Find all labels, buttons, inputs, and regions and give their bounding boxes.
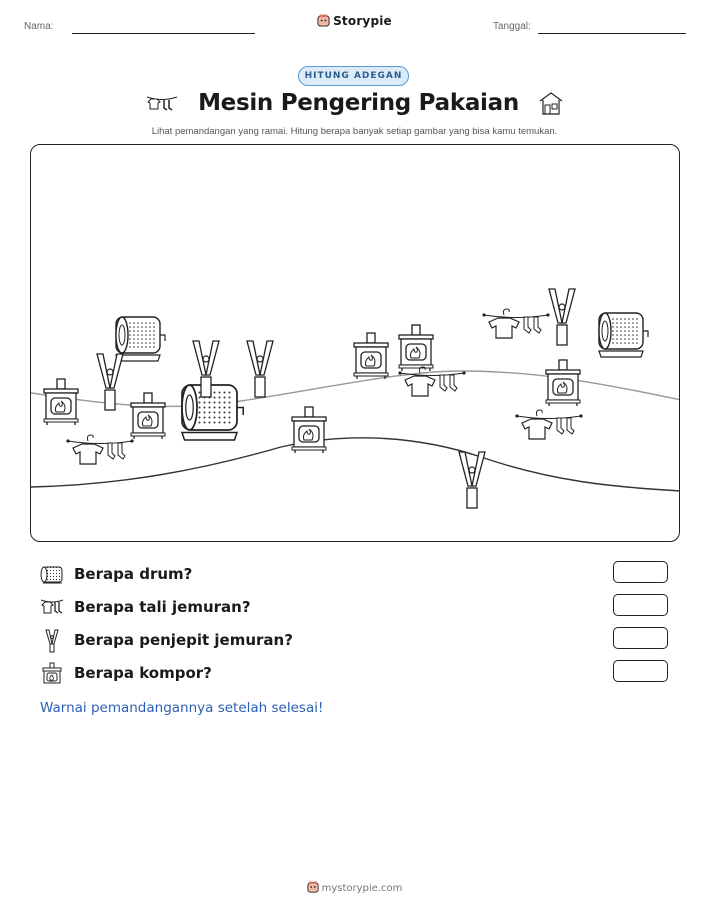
front-hill — [31, 438, 680, 491]
answer-box-clothesline[interactable] — [613, 594, 668, 616]
question-text: Berapa drum? — [74, 565, 193, 583]
clothesline-2 — [482, 309, 549, 338]
clothesline-icon — [145, 92, 179, 114]
stove-icon — [40, 662, 64, 686]
question-row-stove — [40, 662, 670, 688]
storypie-logo-icon — [307, 881, 319, 893]
clothespin-3 — [247, 341, 273, 397]
stove-1 — [44, 379, 78, 425]
question-text: Berapa kompor? — [74, 664, 212, 682]
brand-name: Storypie — [333, 14, 392, 28]
drum-icon — [40, 563, 64, 587]
name-field[interactable] — [72, 33, 255, 34]
page-title: Mesin Pengering Pakaian — [198, 90, 519, 116]
date-label: Tanggal: — [493, 21, 531, 32]
question-text: Berapa tali jemuran? — [74, 598, 251, 616]
brand-logo — [0, 14, 709, 28]
stove-5 — [546, 360, 580, 406]
clothespin-5 — [459, 452, 485, 508]
counting-scene — [30, 144, 680, 542]
drum-3 — [599, 313, 648, 357]
question-row-clothespin — [40, 629, 670, 655]
instructions: Lihat pemandangan yang ramai. Hitung berapa banyak setiap gambar yang bisa kamu temukan. — [151, 126, 558, 137]
title-row — [0, 90, 709, 116]
clothesline-icon — [40, 596, 64, 620]
clothesline-1 — [66, 435, 133, 464]
house-icon — [538, 90, 564, 116]
site-footer — [0, 881, 709, 894]
question-text: Berapa penjepit jemuran? — [74, 631, 293, 649]
answer-box-drum[interactable] — [613, 561, 668, 583]
clothespin-4 — [549, 289, 575, 345]
date-field[interactable] — [538, 33, 686, 34]
stove-2 — [131, 393, 165, 439]
name-label: Nama: — [24, 21, 54, 32]
drum-2 — [182, 385, 243, 440]
question-row-clothesline — [40, 596, 670, 622]
answer-box-stove[interactable] — [613, 660, 668, 682]
clothesline-4 — [515, 410, 582, 439]
activity-badge: HITUNG ADEGAN — [298, 66, 409, 86]
site-url: mystorypie.com — [321, 883, 403, 894]
answer-box-clothespin[interactable] — [613, 627, 668, 649]
coloring-note: Warnai pemandangannya setelah selesai! — [40, 700, 324, 716]
clothespin-icon — [40, 629, 64, 653]
stove-6 — [292, 407, 326, 453]
storypie-logo-icon — [317, 14, 330, 27]
question-row-drum — [40, 563, 670, 589]
stove-4 — [399, 325, 433, 371]
stove-3 — [354, 333, 388, 379]
